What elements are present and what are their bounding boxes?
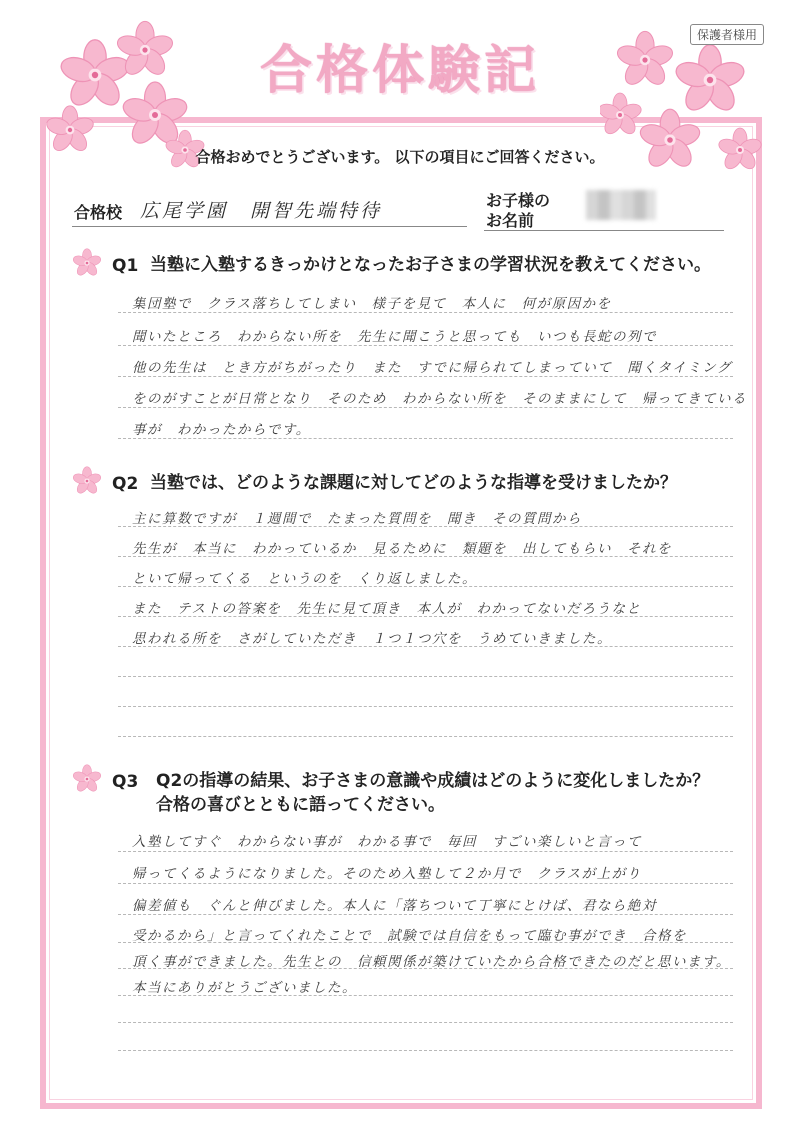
q2-answer-line: 先生が 本当に わかっているか 見るために 類題を 出してもらい それを [132, 541, 672, 557]
q3-question-line2: 合格の喜びとともに語ってください。 [156, 795, 445, 815]
ruled-line [118, 312, 733, 313]
q1-question: 当塾に入塾するきっかけとなったお子さまの学習状況を教えてください。 [150, 255, 711, 275]
ruled-line [118, 914, 733, 915]
ruled-line [118, 883, 733, 884]
q3-answer-line: 帰ってくるようになりました。そのため入塾して２か月で クラスが上がり [132, 866, 642, 882]
ruled-line [118, 376, 733, 377]
ruled-line [118, 556, 733, 557]
name-label-line2: お名前 [486, 211, 535, 230]
ruled-line [118, 942, 733, 943]
ruled-line [118, 736, 733, 737]
sakura-icon [72, 764, 102, 794]
ruled-line [118, 706, 733, 707]
q1-answer-line: をのがすことが日常となり そのため わからない所を そのままにして 帰ってきている [132, 391, 747, 407]
greeting-text: 合格おめでとうございます。 以下の項目にご回答ください。 [195, 148, 605, 166]
q3-number: Q3 [112, 772, 139, 792]
school-underline [72, 226, 467, 227]
q1-answer-line: 集団塾で クラス落ちしてしまい 様子を見て 本人に 何が原因かを [132, 296, 612, 312]
ruled-line [118, 438, 733, 439]
q1-number: Q1 [112, 256, 139, 276]
q2-number: Q2 [112, 474, 139, 494]
q3-answer-line: 本当にありがとうございました。 [132, 980, 357, 996]
ruled-line [118, 676, 733, 677]
ruled-line [118, 586, 733, 587]
ruled-line [118, 1022, 733, 1023]
q3-answer-line: 頂く事ができました。先生との 信頼関係が築けていたから合格できたのだと思います。 [132, 954, 731, 970]
q1-answer-line: 聞いたところ わからない所を 先生に聞こうと思っても いつも長蛇の列で [132, 329, 657, 345]
ruled-line [118, 616, 733, 617]
school-value: 広尾学園 開智先端特待 [140, 200, 383, 222]
q2-question: 当塾では、どのような課題に対してどのような指導を受けましたか？ [150, 473, 677, 493]
sakura-icon [72, 466, 102, 496]
q2-answer-line: 思われる所を さがしていただき １つ１つ穴を うめていきました。 [132, 631, 612, 647]
audience-badge: 保護者様用 [690, 24, 764, 45]
q3-answer-line: 偏差値も ぐんと伸びました。本人に「落ちついて丁寧にとけば、君なら絶対 [132, 898, 657, 914]
ruled-line [118, 407, 733, 408]
ruled-line [118, 345, 733, 346]
ruled-line [118, 851, 733, 852]
ruled-line [118, 526, 733, 527]
q3-question-line1: Q2の指導の結果、お子さまの意識や成績はどのように変化しましたか？ [156, 771, 710, 791]
q2-answer-line: また テストの答案を 先生に見て頂き 本人が わかってないだろうなと [132, 601, 642, 617]
ruled-line [118, 646, 733, 647]
sakura-icon [72, 248, 102, 278]
q2-answer-line: 主に算数ですが １週間で たまった質問を 聞き その質問から [132, 511, 582, 527]
ruled-line [118, 1050, 733, 1051]
name-value-redacted [586, 190, 656, 220]
ruled-line [118, 968, 733, 969]
q1-answer-line: 他の先生は とき方がちがったり また すでに帰られてしまっていて 聞くタイミング [132, 360, 732, 376]
school-label: 合格校 [74, 203, 123, 222]
name-underline [484, 230, 724, 231]
q3-answer-line: 受かるから」と言ってくれたことで 試験では自信をもって臨む事ができ 合格を [132, 928, 687, 944]
page-title: 合格体験記 [259, 40, 540, 101]
q1-answer-line: 事が わかったからです。 [132, 422, 311, 438]
q3-answer-line: 入塾してすぐ わからない事が わかる事で 毎回 すごい楽しいと言って [132, 834, 642, 850]
ruled-line [118, 995, 733, 996]
name-label-line1: お子様の [486, 191, 551, 210]
q2-answer-line: といて帰ってくる というのを くり返しました。 [132, 571, 477, 587]
